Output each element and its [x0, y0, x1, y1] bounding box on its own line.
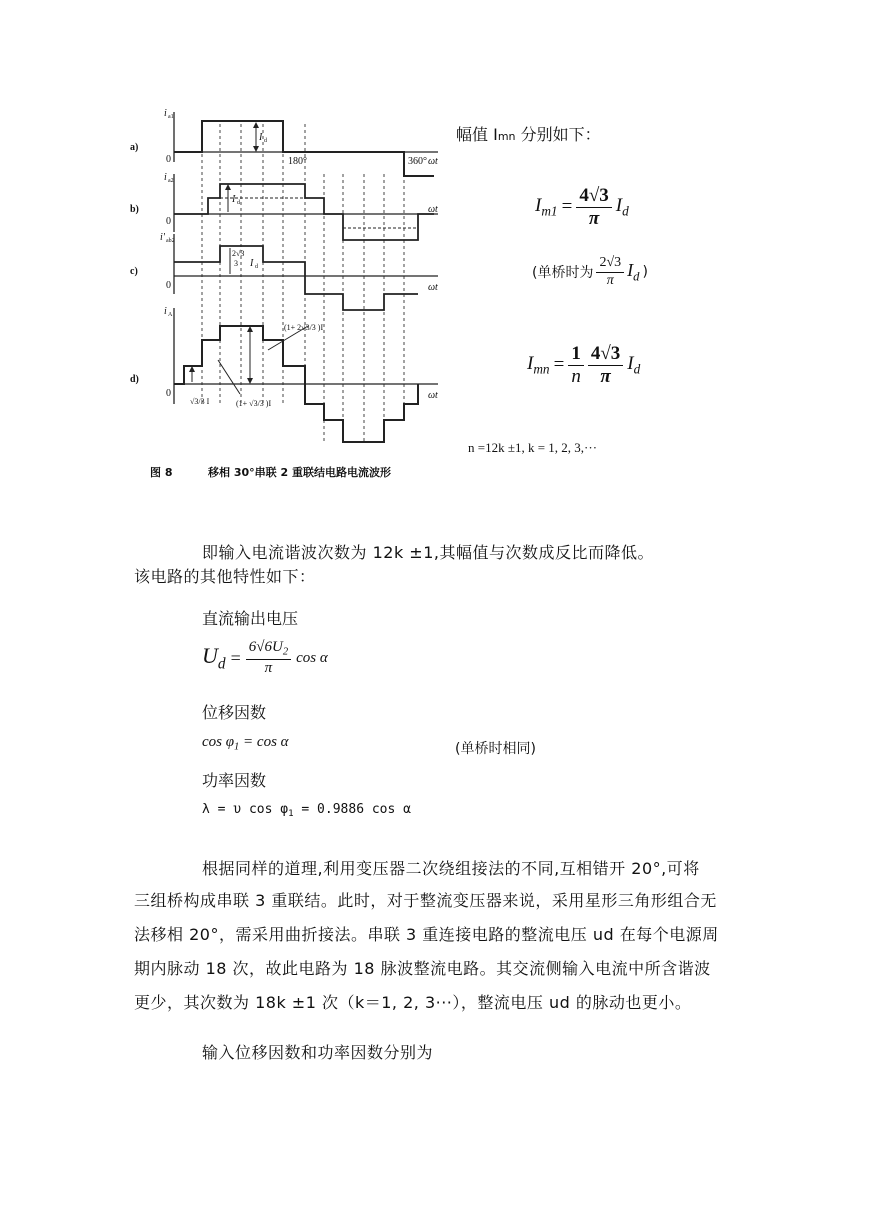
ann-c-id-sub: d: [255, 264, 258, 270]
ann-d2: (1+ √3/3 )I: [236, 399, 272, 408]
ud-formula: $U_d$ = $\frac{6√6U_2}{\pi}$ cos α: [202, 639, 328, 676]
id-sub-a: d: [264, 138, 267, 144]
signal-a: i: [164, 108, 167, 119]
ann-c-id: I: [250, 258, 254, 269]
axis-label-a: ωt: [428, 156, 438, 167]
origin-a: 0: [166, 154, 171, 165]
paragraph-1-line-2: 该电路的其他特性如下：: [134, 567, 316, 586]
paragraph-2-line-5: 更少，其次数为 18k ±1 次（k＝1, 2, 3···），整流电压 ud 的脉动也更小。: [134, 993, 692, 1012]
single-bridge-note: (单桥时为 $\frac{2√3}{\pi}$ $I_d$ ): [532, 255, 648, 288]
paragraph-2-line-3: 法移相 20°，需采用曲折接法。串联 3 重连接电路的整流电压 ud 在每个电源周: [134, 925, 719, 944]
signal-b-sub: a2: [168, 178, 174, 184]
axis-label-d: ωt: [428, 390, 438, 401]
paragraph-1-line-1: 即输入电流谐波次数为 12k ±1,其幅值与次数成反比而降低。: [202, 543, 654, 562]
paragraph-3: 输入位移因数和功率因数分别为: [202, 1043, 434, 1062]
origin-d: 0: [166, 388, 171, 399]
formula-im1: $I_{m1}$ = $\frac{4√3}{\pi}$ $I_d$: [535, 185, 629, 229]
axis-label-b: ωt: [428, 204, 438, 215]
axis-label-c: ωt: [428, 282, 438, 293]
ann-d3: √3/3 I: [190, 397, 210, 406]
signal-d: i: [164, 306, 167, 317]
paragraph-2-line-1: 根据同样的道理,利用变压器二次绕组接法的不同,互相错开 20°,可将: [202, 859, 700, 878]
id-label-b: I: [232, 194, 236, 205]
row-label-d: d): [130, 374, 139, 385]
signal-d-sub: A: [168, 312, 173, 318]
id-label-a: I: [259, 132, 263, 143]
amplitude-intro: 幅值 Imn 分别如下：: [456, 125, 601, 144]
dc-voltage-label: 直流输出电压: [202, 609, 299, 628]
formula-imn: $I_{mn}$ = $\frac{1}{n}$ $\frac{4√3}{\pi}$ $I_d$: [527, 343, 641, 387]
paragraph-2-line-4: 期内脉动 18 次，故此电路为 18 脉波整流电路。其交流侧输入电流中所含谐波: [134, 959, 711, 978]
signal-c: i': [160, 232, 165, 243]
origin-c: 0: [166, 280, 171, 291]
figure-number: 图 8: [150, 466, 173, 479]
ann-d1: (1+ 2√3/3 )I: [284, 323, 324, 332]
power-factor-label: 功率因数: [202, 771, 267, 790]
waveform-figure: [128, 104, 450, 488]
row-label-c: c): [130, 266, 138, 277]
angle-180-label: 180°: [288, 156, 307, 167]
signal-c-sub: ab2: [166, 238, 175, 244]
ann-c-den: 3: [234, 259, 238, 268]
row-label-a: a): [130, 142, 139, 153]
angle-360-label: 360°: [408, 156, 427, 167]
figure-caption: 移相 30°串联 2 重联结电路电流波形: [208, 466, 391, 479]
displacement-factor-label: 位移因数: [202, 703, 267, 722]
signal-a-sub: a1: [168, 114, 174, 120]
origin-b: 0: [166, 216, 171, 227]
dashed-guides: [202, 124, 404, 444]
displacement-note: (单桥时相同): [455, 741, 536, 757]
n-definition: n =12k ±1, k = 1, 2, 3,···: [468, 440, 598, 455]
ann-c-num: 2√3: [232, 249, 245, 258]
displacement-formula: $\cos \varphi_1 = \cos \alpha$: [202, 734, 289, 753]
paragraph-2-line-2: 三组桥构成串联 3 重联结。此时，对于整流变压器来说，采用星形三角形组合无: [134, 891, 717, 910]
power-factor-formula: λ = υ $\cos \varphi_1 = 0.9886$ cos α: [202, 802, 411, 820]
id-sub-b: d: [237, 200, 240, 206]
signal-b: i: [164, 172, 167, 183]
row-label-b: b): [130, 204, 139, 215]
